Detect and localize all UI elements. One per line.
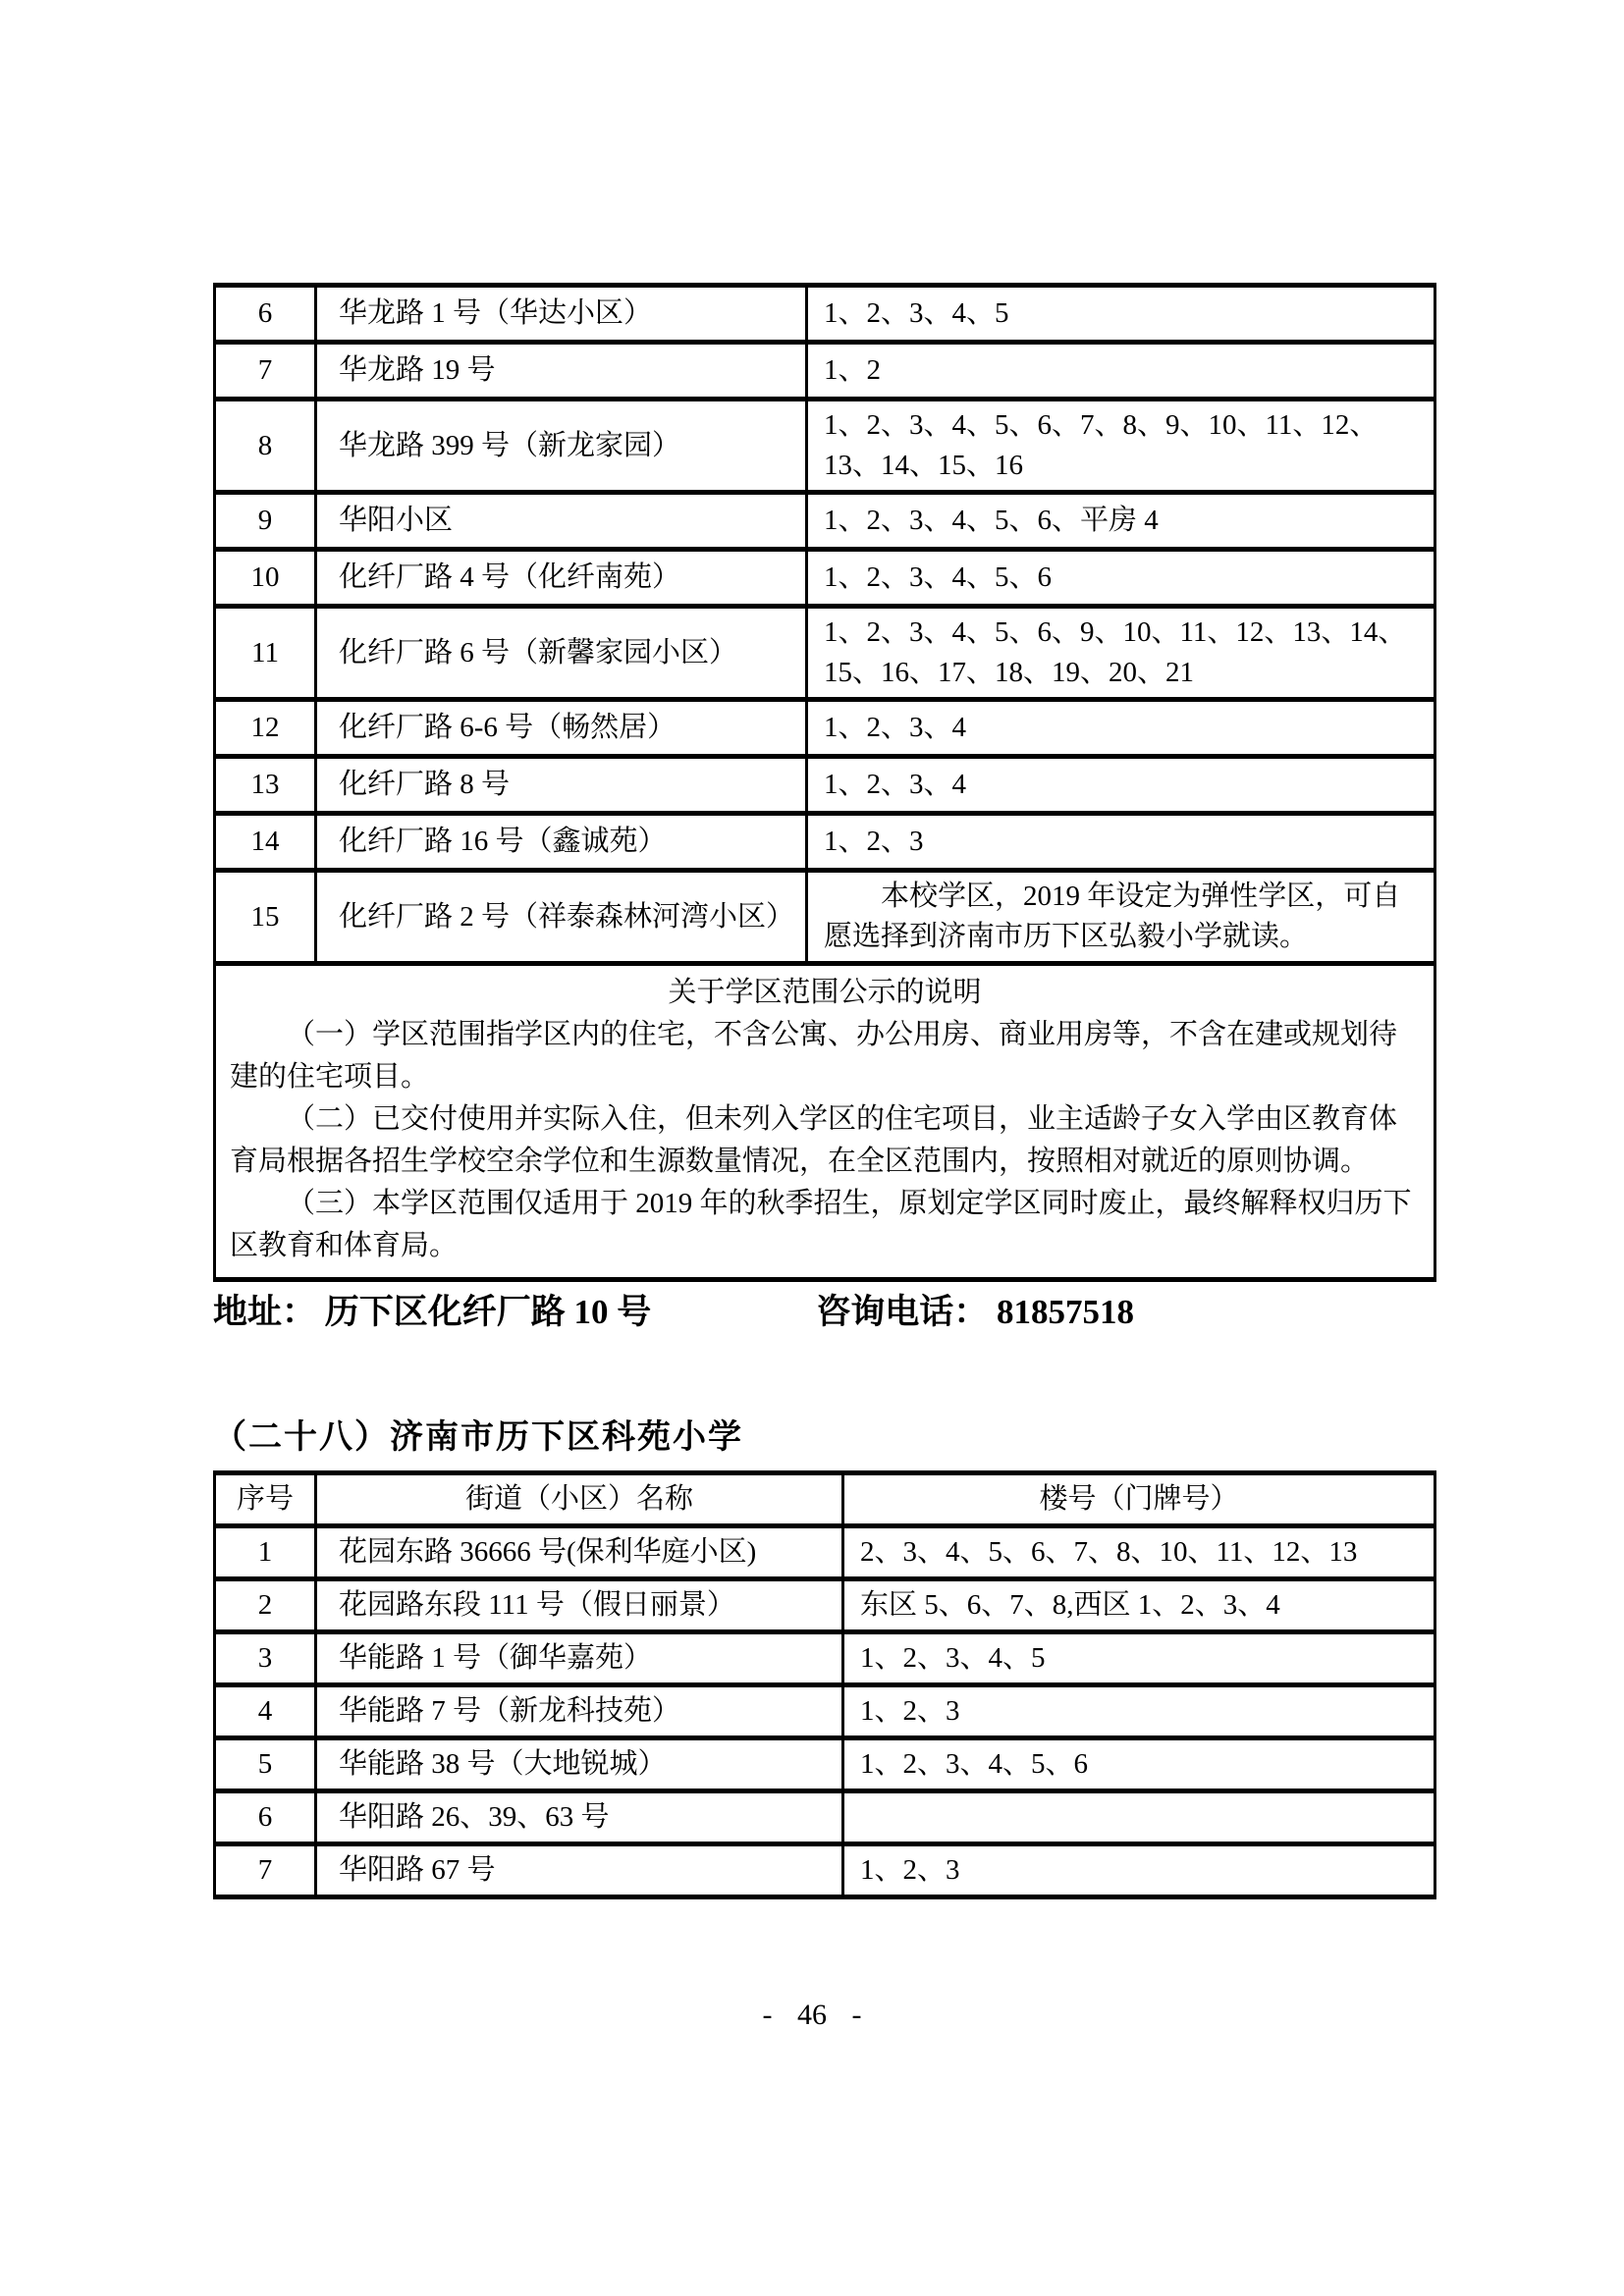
row-number-cell: 13 (215, 757, 316, 814)
buildings-cell: 1、2、3、4、5、6、平房 4 (807, 493, 1435, 550)
notes-paragraph-2: （二）已交付使用并实际入住，但未列入学区的住宅项目，业主适龄子女入学由区教育体育局根据各招生学校空余学位和生源数量情况，在全区范围内，按照相对就近的原则协调。 (230, 1103, 1398, 1177)
buildings-cell: 1、2、3 (843, 1685, 1435, 1738)
buildings-cell (843, 1791, 1435, 1844)
row-number-cell: 5 (215, 1738, 316, 1791)
street-cell: 化纤厂路 6 号（新馨家园小区） (316, 607, 807, 700)
table-row (215, 1685, 1435, 1738)
street-cell: 华能路 38 号（大地锐城） (316, 1738, 843, 1791)
row-number-cell: 7 (215, 343, 316, 400)
table-row (215, 607, 1435, 700)
street-cell: 华阳小区 (316, 493, 807, 550)
buildings-cell: 1、2、3、4、5、6 (843, 1738, 1435, 1791)
table-row (215, 871, 1435, 964)
row-number-cell: 7 (215, 1844, 316, 1897)
notes-title: 关于学区范围公示的说明 (668, 977, 982, 1008)
street-cell: 化纤厂路 8 号 (316, 757, 807, 814)
street-cell: 华能路 1 号（御华嘉苑） (316, 1632, 843, 1685)
table-row (215, 814, 1435, 871)
table-row (215, 700, 1435, 757)
row-number-cell: 1 (215, 1526, 316, 1579)
row-number-cell: 8 (215, 400, 316, 493)
section-title-keyuan: （二十八）济南市历下区科苑小学 (213, 1419, 743, 1456)
buildings-cell: 1、2、3 (843, 1844, 1435, 1897)
buildings-cell: 2、3、4、5、6、7、8、10、11、12、13 (843, 1526, 1435, 1579)
street-cell: 化纤厂路 16 号（鑫诚苑） (316, 814, 807, 871)
address-line (213, 1290, 1434, 1335)
table-row (215, 1632, 1435, 1685)
buildings-cell: 1、2 (807, 343, 1435, 400)
buildings-cell: 1、2、3、4 (807, 757, 1435, 814)
buildings-cell: 1、2、3、4、5 (807, 286, 1435, 343)
buildings-cell: 1、2、3、4、5、6、7、8、9、10、11、12、13、14、15、16 (807, 400, 1435, 493)
header-buildings: 楼号（门牌号） (843, 1473, 1435, 1526)
table-row (215, 1579, 1435, 1632)
table-row (215, 757, 1435, 814)
district-table-keyuan (213, 1470, 1436, 1899)
buildings-cell: 东区 5、6、7、8,西区 1、2、3、4 (843, 1579, 1435, 1632)
notes-paragraph-1: （一）学区范围指学区内的住宅，不含公寓、办公用房、商业用房等，不含在建或规划待建的住宅项目。 (230, 1019, 1398, 1093)
notes-paragraph-3: （三）本学区范围仅适用于 2019 年的秋季招生，原划定学区同时废止，最终解释权归历下区教育和体育局。 (230, 1188, 1412, 1261)
table-row (215, 1791, 1435, 1844)
row-number-cell: 6 (215, 1791, 316, 1844)
notes-cell (215, 964, 1435, 1280)
buildings-cell: 1、2、3、4、5、6、9、10、11、12、13、14、15、16、17、18、19、20、21 (807, 607, 1435, 700)
row-number-cell: 4 (215, 1685, 316, 1738)
table-row (215, 1844, 1435, 1897)
address-text: 地址： 历下区化纤厂路 10 号 (213, 1293, 652, 1331)
row-number-cell: 3 (215, 1632, 316, 1685)
row-number-cell: 11 (215, 607, 316, 700)
street-cell: 华龙路 1 号（华达小区） (316, 286, 807, 343)
page-content (213, 283, 1434, 1899)
header-row (215, 1473, 1435, 1526)
row-number-cell: 9 (215, 493, 316, 550)
row-number-cell: 12 (215, 700, 316, 757)
phone-text: 咨询电话： 81857518 (816, 1293, 1135, 1331)
street-cell: 花园东路 36666 号(保利华庭小区) (316, 1526, 843, 1579)
street-cell: 华龙路 19 号 (316, 343, 807, 400)
table-row (215, 550, 1435, 607)
table-row (215, 400, 1435, 493)
street-cell: 华阳路 67 号 (316, 1844, 843, 1897)
page-number: - 46 - (762, 1999, 862, 2031)
street-cell: 化纤厂路 6-6 号（畅然居） (316, 700, 807, 757)
row-number-cell: 10 (215, 550, 316, 607)
buildings-cell: 1、2、3、4、5、6 (807, 550, 1435, 607)
table-row (215, 1526, 1435, 1579)
header-number: 序号 (215, 1473, 316, 1526)
row-number-cell: 15 (215, 871, 316, 964)
street-cell: 华阳路 26、39、63 号 (316, 1791, 843, 1844)
buildings-cell: 本校学区，2019 年设定为弹性学区，可自愿选择到济南市历下区弘毅小学就读。 (807, 871, 1435, 964)
table-row (215, 493, 1435, 550)
street-cell: 华龙路 399 号（新龙家园） (316, 400, 807, 493)
buildings-cell: 1、2、3、4、5 (843, 1632, 1435, 1685)
street-cell: 华能路 7 号（新龙科技苑） (316, 1685, 843, 1738)
buildings-cell: 1、2、3 (807, 814, 1435, 871)
street-cell: 化纤厂路 2 号（祥泰森林河湾小区） (316, 871, 807, 964)
buildings-cell: 1、2、3、4 (807, 700, 1435, 757)
table-row (215, 343, 1435, 400)
street-cell: 化纤厂路 4 号（化纤南苑） (316, 550, 807, 607)
row-number-cell: 14 (215, 814, 316, 871)
row-number-cell: 2 (215, 1579, 316, 1632)
header-street: 街道（小区）名称 (316, 1473, 843, 1526)
row-number-cell: 6 (215, 286, 316, 343)
notes-row (215, 964, 1435, 1280)
table-row (215, 286, 1435, 343)
district-table-hongyi (213, 283, 1436, 1282)
table-row (215, 1738, 1435, 1791)
street-cell: 花园路东段 111 号（假日丽景） (316, 1579, 843, 1632)
